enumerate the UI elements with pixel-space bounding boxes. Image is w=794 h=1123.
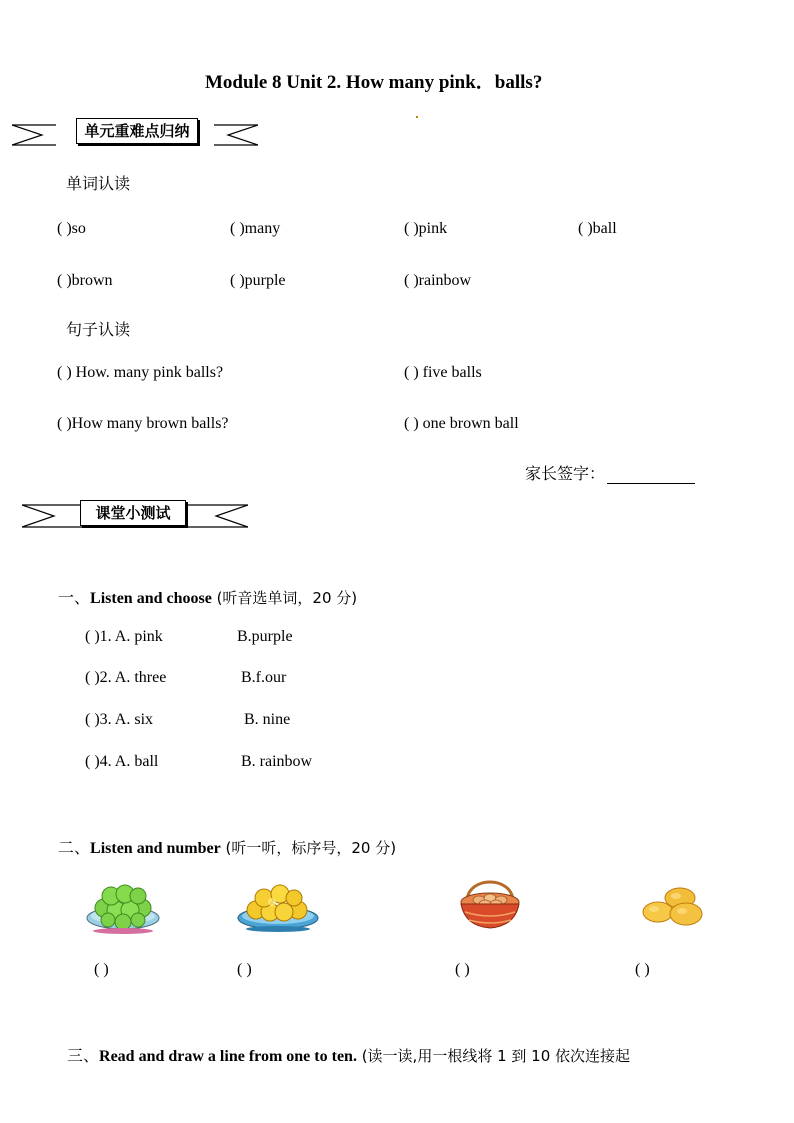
word-text: ball (592, 220, 617, 237)
answer-paren[interactable]: ( ) (57, 364, 72, 381)
word-text: many (244, 220, 281, 237)
option-b: B. nine (244, 711, 291, 728)
answer-paren[interactable]: ( ) (85, 753, 100, 770)
option-a: A. three (114, 669, 167, 686)
word-item (57, 272, 113, 290)
sentence-text: How. many pink balls? (71, 364, 224, 381)
answer-paren[interactable]: ( ) (57, 415, 72, 432)
answer-paren[interactable]: ( ) (57, 272, 72, 289)
sentences-heading: 句子认读 (66, 320, 131, 339)
word-text: rainbow (418, 272, 472, 289)
banner-label: 单元重难点归纳 (76, 118, 198, 144)
part-note: (听一听，标序号，20 分) (220, 839, 397, 857)
word-item (57, 220, 86, 238)
sentence-item (57, 415, 229, 433)
choice-item (85, 753, 158, 771)
potatoes-icon (640, 884, 706, 928)
section-banner-quiz (22, 500, 248, 532)
part2-heading (58, 835, 396, 858)
item-number: 3. (99, 711, 112, 728)
choice-item (85, 669, 166, 687)
word-text: pink (418, 220, 448, 237)
word-item (230, 220, 280, 238)
answer-paren[interactable]: ( ) (57, 220, 72, 237)
word-item (230, 272, 286, 290)
section-banner-summary (12, 117, 258, 149)
sentence-text: one brown ball (418, 415, 519, 432)
option-a: A. six (114, 711, 154, 728)
egg-basket-icon (455, 874, 525, 934)
option-a: A. pink (114, 628, 163, 645)
part1-heading (58, 585, 357, 608)
parent-signature (525, 461, 695, 484)
green-apples-icon (84, 874, 162, 936)
number-blank[interactable]: ( ) (635, 961, 650, 978)
option-a: A. ball (114, 753, 159, 770)
answer-paren[interactable]: ( ) (404, 272, 419, 289)
choice-item (85, 628, 163, 646)
option-b: B. rainbow (241, 753, 313, 770)
item-number: 4. (99, 753, 112, 770)
part-heading-text: Listen and choose (90, 590, 212, 607)
sentence-text: five balls (418, 364, 482, 381)
decorative-dot (416, 116, 418, 118)
sentence-item (57, 364, 223, 382)
page-title: Module 8 Unit 2. How many pink．balls? (205, 72, 543, 93)
answer-paren[interactable]: ( ) (85, 711, 100, 728)
part-heading-text: Read and draw a line from one to ten. (99, 1048, 357, 1065)
answer-paren[interactable]: ( ) (578, 220, 593, 237)
word-item (404, 220, 447, 238)
signature-line[interactable] (607, 469, 695, 484)
answer-paren[interactable]: ( ) (85, 669, 100, 686)
choice-item (85, 711, 153, 729)
answer-paren[interactable]: ( ) (404, 364, 419, 381)
part-number: 一、 (58, 588, 91, 607)
part3-heading (67, 1043, 630, 1066)
number-blank[interactable]: ( ) (455, 961, 470, 978)
answer-paren[interactable]: ( ) (404, 220, 419, 237)
part-note: (读一读,用一根线将 1 到 10 依次连接起 (356, 1047, 631, 1065)
sentence-item (404, 415, 519, 433)
answer-paren[interactable]: ( ) (230, 272, 245, 289)
word-item (578, 220, 617, 238)
option-b: B.f.our (241, 669, 287, 686)
item-number: 1. (99, 628, 112, 645)
answer-paren[interactable]: ( ) (404, 415, 419, 432)
option-b: B.purple (237, 628, 293, 645)
banner-label: 课堂小测试 (80, 500, 186, 526)
part-heading-text: Listen and number (90, 840, 221, 857)
number-blank[interactable]: ( ) (94, 961, 109, 978)
yellow-apples-icon (236, 878, 320, 936)
word-text: brown (71, 272, 113, 289)
number-blank[interactable]: ( ) (237, 961, 252, 978)
word-text: so (71, 220, 86, 237)
sentence-text: How many brown balls? (71, 415, 229, 432)
answer-paren[interactable]: ( ) (230, 220, 245, 237)
sentence-item (404, 364, 482, 382)
part-number: 二、 (58, 838, 91, 857)
signature-label: 家长签字： (525, 464, 606, 483)
words-heading: 单词认读 (66, 174, 131, 193)
answer-paren[interactable]: ( ) (85, 628, 100, 645)
part-number: 三、 (67, 1046, 100, 1065)
word-text: purple (244, 272, 286, 289)
item-number: 2. (99, 669, 112, 686)
word-item (404, 272, 471, 290)
part-note: (听音选单词，20 分) (211, 589, 358, 607)
